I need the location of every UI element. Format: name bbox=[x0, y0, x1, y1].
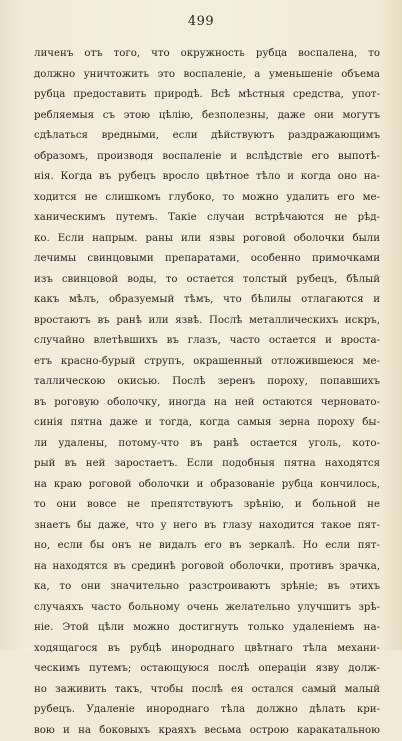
text-line: нія. Когда въ рубецъ вросло цвѣтное тѣло и когда оно на- bbox=[34, 167, 380, 188]
text-line: знаетъ бы даже, что у него въ глазу находится такое пят- bbox=[34, 516, 380, 537]
text-line: лечимы свинцовыми препаратами, особенно примочками bbox=[34, 249, 380, 270]
text-line: рубецъ. Удаленіе инороднаго тѣла должно дѣлать кри- bbox=[34, 700, 380, 721]
text-line: ка, то они значительно разстроиваютъ зрѣніе; въ этихъ bbox=[34, 577, 380, 598]
text-line: въ роговую оболочку, иногда на ней остаются черновато- bbox=[34, 393, 380, 414]
text-line: на находятся въ срединѣ роговой оболочки, противъ зрачка, bbox=[34, 557, 380, 578]
text-line: ческимъ путемъ; остающуюся послѣ операціи язву долж- bbox=[34, 659, 380, 680]
text-line: случаяхъ часто больному очень желательно улучшитъ зрѣ- bbox=[34, 598, 380, 619]
text-line: рый въ ней заростаетъ. Если подобныя пятна находятся bbox=[34, 454, 380, 475]
text-line: ли удалены, потому-что въ ранѣ остается уголь, кото- bbox=[34, 434, 380, 455]
text-line: ребляемыя съ этою цѣлію, безполезны, даже они могутъ bbox=[34, 106, 380, 127]
text-line: вою и на боковыхъ краяхъ весьма острою каракатальною bbox=[34, 721, 380, 741]
text-line: но заживить такъ, чтобы послѣ ея остался самый малый bbox=[34, 680, 380, 701]
text-line: изъ свинцовой воды, то остается толстый рубецъ, бѣлый bbox=[34, 270, 380, 291]
text-line: ходится не слишкомъ глубоко, то можно удалить его ме- bbox=[34, 188, 380, 209]
text-line: образомъ, производя воспаленіе и вслѣдствіе его выпотѣ- bbox=[34, 147, 380, 168]
text-line: ніе. Этой цѣли можно достигнуть только удаленіемъ на- bbox=[34, 618, 380, 639]
text-line: таллическою окисью. Послѣ зеренъ пороху, попавшихъ bbox=[34, 372, 380, 393]
text-line: ханическимъ путемъ. Такіе случаи встрѣчаются не рѣд- bbox=[34, 208, 380, 229]
text-line: ко. Если напрым. раны или язвы роговой оболочки были bbox=[34, 229, 380, 250]
text-line: рубца предоставить природѣ. Всѣ мѣстныя средства, упот- bbox=[34, 85, 380, 106]
text-line: ходящагося въ рубцѣ инороднаго цвѣтнаго тѣла механи- bbox=[34, 639, 380, 660]
text-line: на краю роговой оболочки и образованіе рубца кончилось, bbox=[34, 475, 380, 496]
text-line: то они вовсе не препятствуютъ зрѣнію, и больной не bbox=[34, 495, 380, 516]
text-line: должно уничтожить это воспаленіе, а уменьшеніе объема bbox=[34, 65, 380, 86]
body-text bbox=[34, 44, 380, 741]
text-line: какъ мѣлъ, образуемый тѣмъ, что бѣлилы отлагаются и bbox=[34, 290, 380, 311]
page-number: 499 bbox=[0, 14, 402, 29]
text-line: синія пятна даже и тогда, когда самыя зерна пороху бы- bbox=[34, 413, 380, 434]
text-line: но, если бы онъ не видалъ его въ зеркалѣ. Но если пят- bbox=[34, 536, 380, 557]
text-line: сдѣлаться вредными, если дѣйствуютъ раздражающимъ bbox=[34, 126, 380, 147]
text-line: вростаютъ въ ранѣ или язвѣ. Послѣ металлическихъ искръ, bbox=[34, 311, 380, 332]
text-line: личенъ отъ того, что окружность рубца воспалена, то bbox=[34, 44, 380, 65]
text-line: етъ красно-бурый струпъ, окрашенный отложившеюся ме- bbox=[34, 352, 380, 373]
text-line: случайно влетѣвшихъ въ глазъ, часто остается и вроста- bbox=[34, 331, 380, 352]
